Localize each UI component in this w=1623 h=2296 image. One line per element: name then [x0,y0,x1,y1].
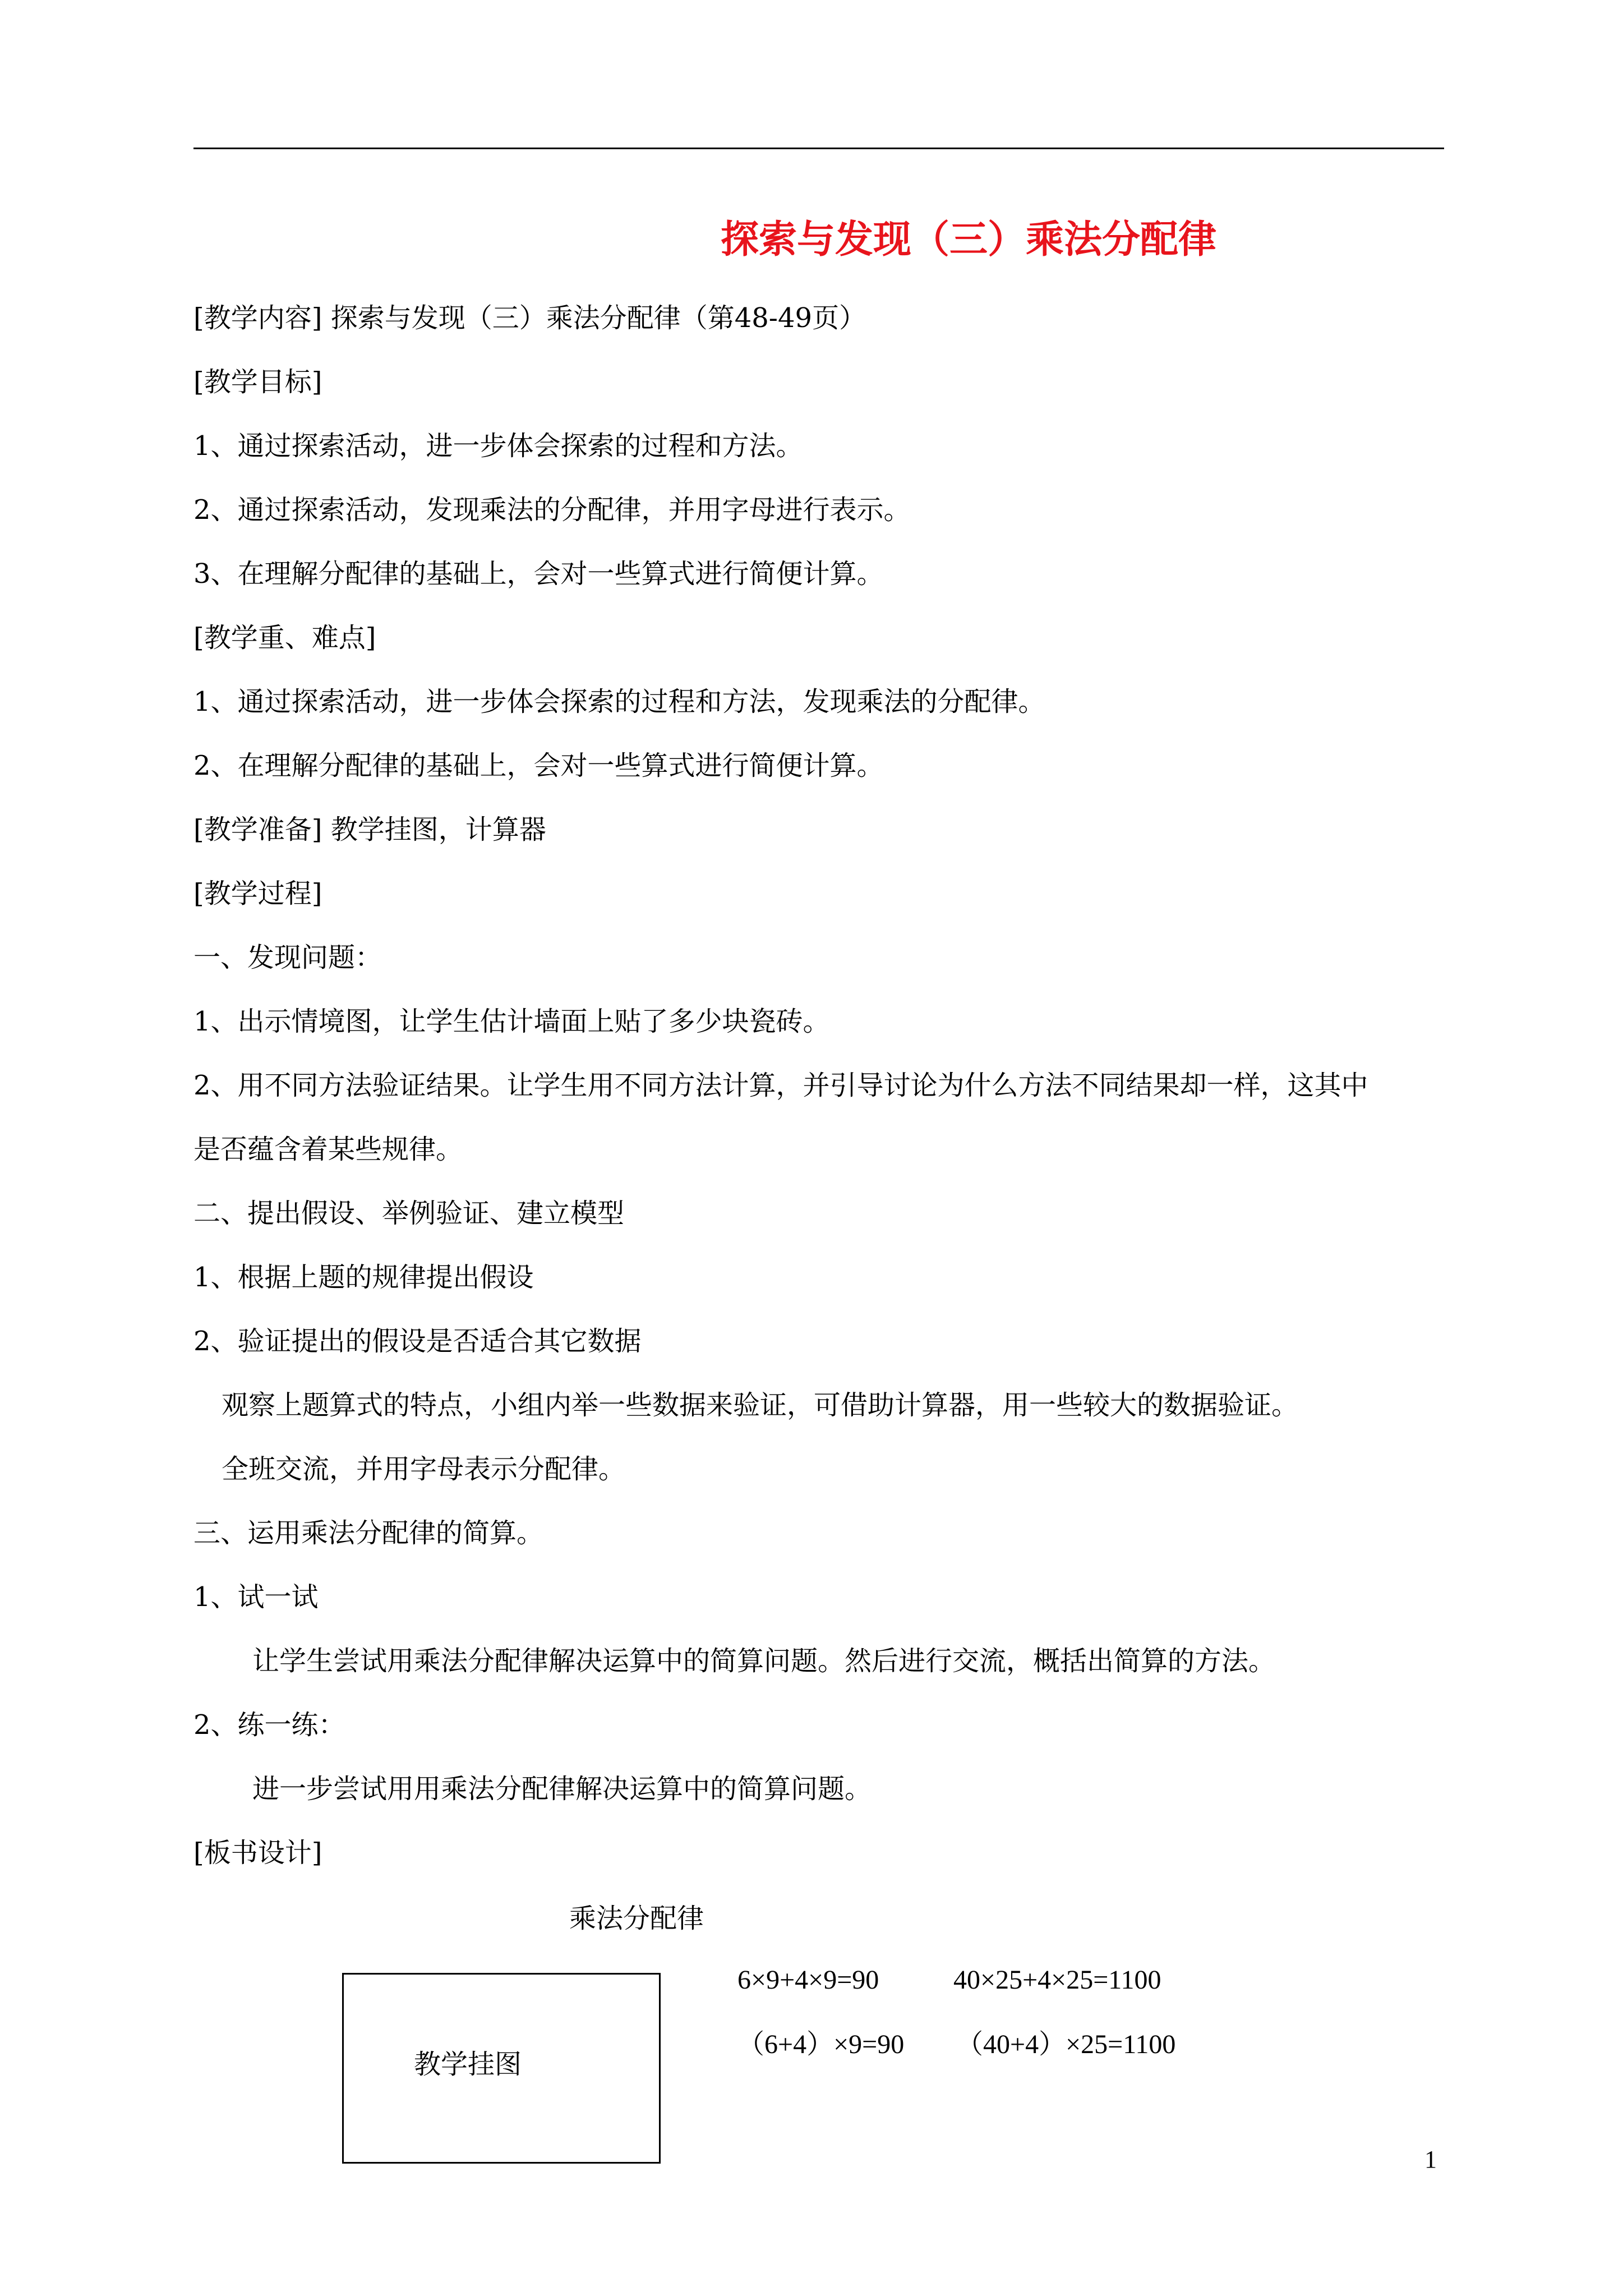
equation: 6×9+4×9=90 [737,1965,879,1995]
paragraph: 3、在理解分配律的基础上，会对一些算式进行简便计算。 [193,558,884,590]
paragraph: 2、验证提出的假设是否适合其它数据 [193,1326,642,1357]
paragraph: 2、通过探索活动，发现乘法的分配律，并用字母进行表示。 [193,494,911,526]
paragraph: 1、试一试 [193,1581,319,1613]
paragraph: 三、运用乘法分配律的简算。 [193,1517,544,1549]
paragraph: 让学生尝试用乘法分配律解决运算中的简算问题。然后进行交流，概括出简算的方法。 [252,1645,1276,1677]
paragraph: 2、在理解分配律的基础上，会对一些算式进行简便计算。 [193,750,884,781]
paragraph: 二、提出假设、举例验证、建立模型 [193,1198,625,1229]
page-title: 探索与发现（三）乘法分配律 [721,218,1217,262]
paragraph: 1、出示情境图，让学生估计墙面上贴了多少块瓷砖。 [193,1006,830,1037]
paragraph: 全班交流，并用字母表示分配律。 [222,1453,626,1485]
section-heading: [教学重、难点] [193,622,376,654]
paragraph: 是否蕴含着某些规律。 [193,1134,463,1165]
equation: （40+4）×25=1100 [956,2030,1176,2059]
paragraph: 1、通过探索活动，进一步体会探索的过程和方法，发现乘法的分配律。 [193,686,1045,717]
paragraph: 进一步尝试用用乘法分配律解决运算中的简算问题。 [252,1773,872,1805]
page-number: 1 [1424,2146,1437,2173]
board-picture-box [342,1973,661,2164]
header-rule [193,148,1444,149]
section-heading: [板书设计] [193,1837,322,1869]
equation: 40×25+4×25=1100 [953,1965,1161,1995]
board-picture-label: 教学挂图 [414,2049,522,2080]
paragraph: 2、练一练： [193,1709,345,1741]
teaching-preparation: [教学准备] 教学挂图，计算器 [193,814,546,845]
paragraph: 2、用不同方法验证结果。让学生用不同方法计算，并引导讨论为什么方法不同结果却一样，这其中 [193,1070,1368,1101]
section-heading: [教学过程] [193,878,322,909]
equation: （6+4）×9=90 [737,2030,905,2059]
paragraph: 一、发现问题： [193,942,382,973]
paragraph: 1、根据上题的规律提出假设 [193,1262,534,1293]
section-heading: [教学目标] [193,366,322,398]
paragraph: 观察上题算式的特点，小组内举一些数据来验证，可借助计算器，用一些较大的数据验证。 [222,1389,1299,1421]
teaching-content: [教学内容] 探索与发现（三）乘法分配律（第48-49页） [193,302,866,334]
board-title: 乘法分配律 [569,1903,704,1934]
paragraph: 1、通过探索活动，进一步体会探索的过程和方法。 [193,430,803,462]
